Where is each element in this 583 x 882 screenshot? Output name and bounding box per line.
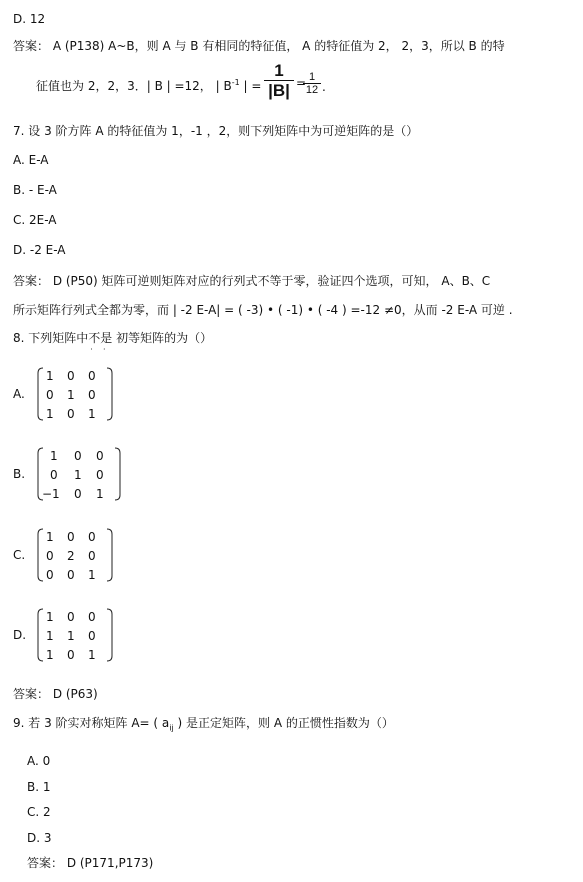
q8-matrix-d bbox=[36, 606, 114, 664]
q6-equals: = bbox=[296, 76, 307, 90]
matrix-cell: 0 bbox=[96, 449, 104, 463]
q7-option-c: C. 2E-A bbox=[13, 213, 57, 227]
matrix-cell: 0 bbox=[46, 388, 54, 402]
q8-option-c-label: C. bbox=[13, 548, 26, 562]
matrix-cell: 1 bbox=[74, 468, 82, 482]
q9-option-c: C. 2 bbox=[27, 805, 51, 819]
q7-stem: 7. 设 3 阶方阵 A 的特征值为 1，-1 ，2，则下列矩阵中为可逆矩阵的是（） bbox=[13, 124, 419, 138]
matrix-cell: 1 bbox=[88, 568, 96, 582]
matrix-cell: −1 bbox=[42, 487, 60, 501]
q8-matrix-c bbox=[36, 526, 114, 584]
q8-option-a-label: A. bbox=[13, 387, 25, 401]
matrix-cell: 0 bbox=[88, 530, 96, 544]
q8-option-c bbox=[13, 526, 114, 584]
matrix-cell: 1 bbox=[46, 369, 54, 383]
matrix-cell: 0 bbox=[67, 610, 75, 624]
q8-option-a bbox=[13, 365, 114, 423]
matrix-cell: 1 bbox=[67, 629, 75, 643]
matrix-cell: 2 bbox=[67, 549, 75, 563]
q9-stem-tail: ) 是正定矩阵，则 A 的正惯性指数为（） bbox=[173, 716, 394, 730]
q8-option-d bbox=[13, 606, 114, 664]
q6-fraction-big-num: 1 bbox=[274, 61, 284, 80]
matrix-cell: 0 bbox=[46, 549, 54, 563]
matrix-cell: 1 bbox=[46, 648, 54, 662]
q6-inverse-sup: -1 bbox=[231, 78, 240, 87]
matrix-cell: 1 bbox=[88, 407, 96, 421]
matrix-cell: 0 bbox=[46, 568, 54, 582]
matrix-cell: 0 bbox=[67, 407, 75, 421]
q8-stem-after: 初等矩阵的为（） bbox=[116, 331, 213, 345]
matrix-cell: 1 bbox=[46, 407, 54, 421]
q9-option-b: B. 1 bbox=[27, 780, 51, 794]
matrix-cell: 1 bbox=[88, 648, 96, 662]
q8-matrix-b bbox=[36, 445, 122, 503]
matrix-cell: 1 bbox=[96, 487, 104, 501]
matrix-cell: 0 bbox=[50, 468, 58, 482]
q8-option-b bbox=[13, 445, 122, 503]
matrix-cell: 1 bbox=[50, 449, 58, 463]
matrix-cell: 1 bbox=[67, 388, 75, 402]
q6-period: . bbox=[322, 80, 326, 94]
matrix-cell: 0 bbox=[67, 568, 75, 582]
matrix-cell: 0 bbox=[88, 369, 96, 383]
q6-answer-line: 答案： A (P138) A~B，则 A 与 B 有相同的特征值， A 的特征值为 2， 2，3，所以 B 的特 bbox=[13, 39, 505, 53]
matrix-cell: 0 bbox=[96, 468, 104, 482]
matrix-cell: 0 bbox=[88, 610, 96, 624]
q6-fraction-small-den: 12 bbox=[305, 84, 319, 96]
q8-stem-before: 8. 下列矩阵中不是 bbox=[13, 331, 113, 345]
q7-answer-line: 答案： D (P50) 矩阵可逆则矩阵对应的行列式不等于零，验证四个选项，可知， A、B、C bbox=[13, 274, 491, 288]
q6-fraction-big bbox=[264, 62, 294, 101]
q8-option-d-label: D. bbox=[13, 628, 27, 642]
q8-option-b-label: B. bbox=[13, 467, 26, 481]
q8-matrix-a bbox=[36, 365, 114, 423]
q8-stem bbox=[13, 330, 213, 354]
matrix-cell: 0 bbox=[74, 487, 82, 501]
q6-fraction-small-num: 1 bbox=[308, 71, 316, 83]
matrix-cell: 0 bbox=[88, 388, 96, 402]
q6-option-d: D. 12 bbox=[13, 12, 46, 26]
q9-answer: 答案： D (P171,P173) bbox=[27, 856, 154, 870]
q9-stem-text: 9. 若 3 阶实对称矩阵 A= ( a bbox=[13, 716, 170, 730]
q7-option-a: A. E-A bbox=[13, 153, 49, 167]
q7-option-d: D. -2 E-A bbox=[13, 243, 66, 257]
matrix-cell: 1 bbox=[46, 629, 54, 643]
q7-option-b: B. - E-A bbox=[13, 183, 57, 197]
matrix-cell: 1 bbox=[46, 610, 54, 624]
q9-subscript: ij bbox=[169, 723, 174, 733]
q6-answer-text: 征值也为 2，2，3．| B | =12， | B bbox=[36, 79, 232, 93]
matrix-cell: 1 bbox=[46, 530, 54, 544]
matrix-cell: 0 bbox=[74, 449, 82, 463]
q6-answer-line2 bbox=[36, 75, 261, 94]
matrix-cell: 0 bbox=[88, 549, 96, 563]
q9-stem bbox=[13, 715, 394, 736]
q6-fraction-small bbox=[303, 71, 321, 97]
q9-option-a: A. 0 bbox=[27, 754, 51, 768]
q8-emphasis-mark: · · bbox=[90, 345, 106, 354]
matrix-cell: 0 bbox=[67, 369, 75, 383]
q6-answer-text-tail: | = bbox=[239, 79, 262, 93]
q7-answer-line2: 所示矩阵行列式全都为零，而 | -2 E-A| = ( -3) • ( -1) • ( -4 ) =-12 ≠0，从而 -2 E-A 可逆 . bbox=[13, 303, 513, 317]
matrix-cell: 0 bbox=[88, 629, 96, 643]
q6-fraction-big-den: |B| bbox=[268, 81, 290, 100]
q9-option-d: D. 3 bbox=[27, 831, 52, 845]
matrix-cell: 0 bbox=[67, 530, 75, 544]
q8-answer: 答案： D (P63) bbox=[13, 687, 98, 701]
matrix-cell: 0 bbox=[67, 648, 75, 662]
